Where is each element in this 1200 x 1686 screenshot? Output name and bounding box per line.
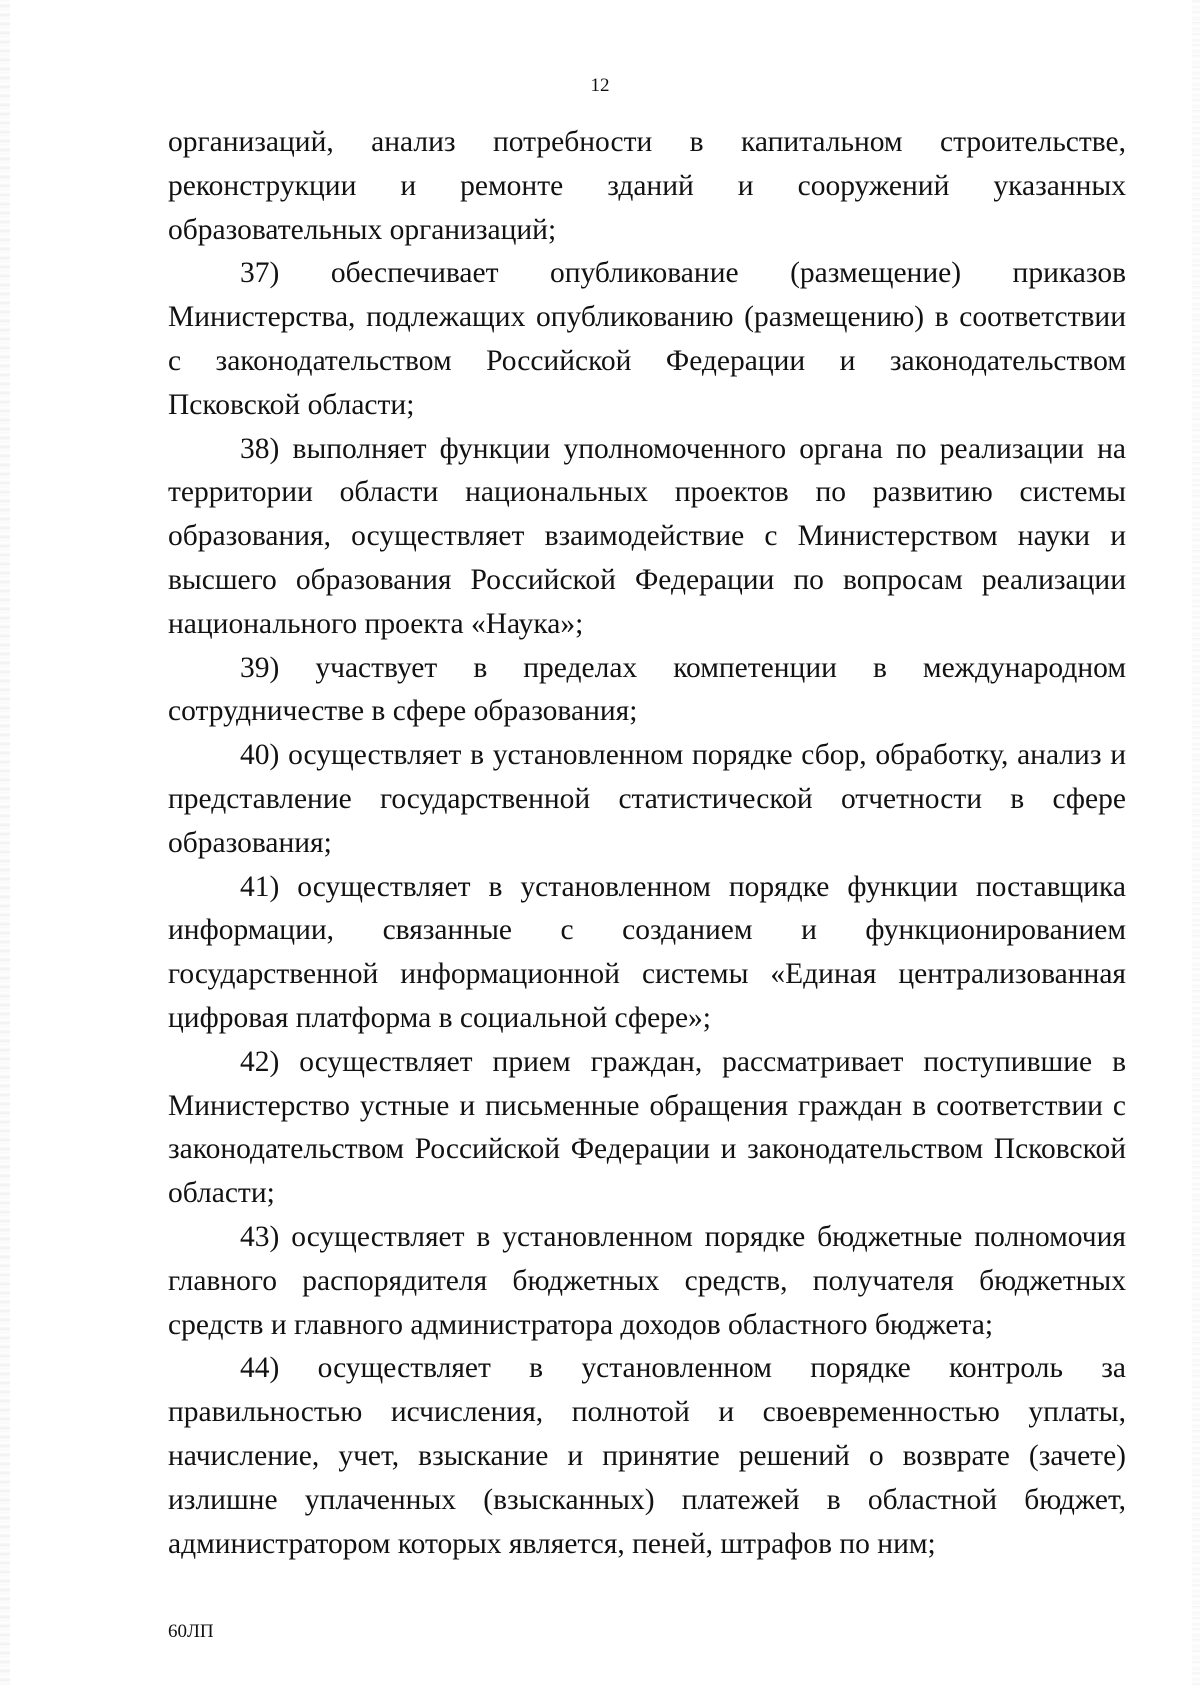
- paragraph-item-40: 40) осуществляет в установленном порядке сбор, обработку, анализ и представление государственной статистической отчетности в сфере образования;: [168, 739, 1126, 859]
- scan-edge-left: [0, 0, 10, 1686]
- paragraph-item-43: 43) осуществляет в установленном порядке бюджетные полномочия главного распорядителя бюджетных средств, получателя бюджетных средств и главного администратора доходов областного бюджета;: [168, 1220, 1126, 1341]
- scan-edge-right: [1192, 0, 1200, 1686]
- paragraph-item-41: 41) осуществляет в установленном порядке функции поставщика информации, связанные с созданием и функционированием государственной информационной системы «Единая централизованная цифровая платформа в социальной сфере»;: [168, 870, 1126, 1034]
- paragraph-continued: организаций, анализ потребности в капитальном строительстве, реконструкции и ремонте зданий и сооружений указанных образовательных организаций;: [168, 126, 1126, 246]
- paragraph-item-39: 39) участвует в пределах компетенции в международном сотрудничестве в сфере образования;: [168, 651, 1126, 728]
- page-number: 12: [590, 75, 610, 96]
- paragraph-item-42: 42) осуществляет прием граждан, рассматривает поступившие в Министерство устные и письменные обращения граждан в соответствии с законодательством Российской Федерации и законодательством Псковской области;: [168, 1045, 1126, 1210]
- paragraph-item-44: 44) осуществляет в установленном порядке контроль за правильностью исчисления, полнотой и своевременностью уплаты, начисление, учет, взыскание и принятие решений о возврате (зачете) излишне уплаченных (взысканных) платежей в областной бюджет, администратором которых является, пеней, штрафов по ним;: [168, 1352, 1126, 1560]
- footer-document-code: 60ЛП: [168, 1621, 214, 1642]
- document-body: [168, 121, 1126, 1566]
- paragraph-item-37: 37) обеспечивает опубликование (размещение) приказов Министерства, подлежащих опубликованию (размещению) в соответствии с законодательством Российской Федерации и законодательством Псковской области;: [168, 257, 1126, 421]
- paragraph-item-38: 38) выполняет функции уполномоченного органа по реализации на территории области национальных проектов по развитию системы образования, осуществляет взаимодействие с Министерством науки и высшего образования Российской Федерации по вопросам реализации национального проекта «Наука»;: [168, 432, 1126, 640]
